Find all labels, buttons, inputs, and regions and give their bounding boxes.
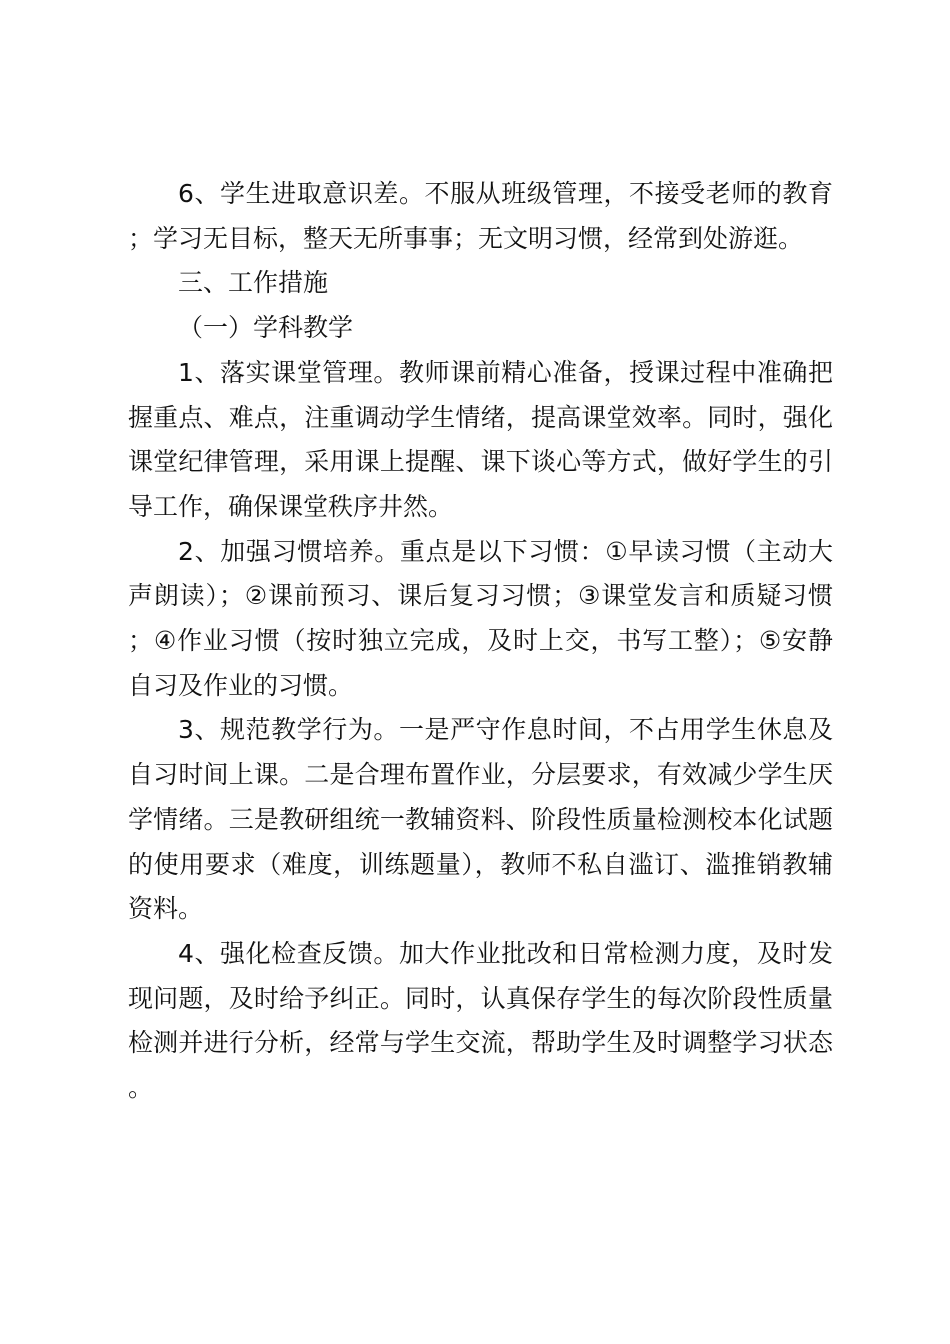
paragraph-item-1: 1、落实课堂管理。教师课前精心准备，授课过程中准确把握重点、难点，注重调动学生情绪，提高课堂效率。同时，强化课堂纪律管理，采用课上提醒、课下谈心等方式，做好学生的引导工作，确保课堂秩序井然。: [128, 357, 833, 521]
paragraph-item-6: 6、学生进取意识差。不服从班级管理，不接受老师的教育；学习无目标，整天无所事事；无文明习惯，经常到处游逛。: [128, 179, 833, 253]
paragraph-item-4: 4、强化检查反馈。加大作业批改和日常检测力度，及时发现问题，及时给予纠正。同时，认真保存学生的每次阶段性质量检测并进行分析，经常与学生交流，帮助学生及时调整学习状态。: [128, 938, 833, 1103]
paragraph-item-2: 2、加强习惯培养。重点是以下习惯：①早读习惯（主动大声朗读）；②课前预习、课后复习习惯；③课堂发言和质疑习惯；④作业习惯（按时独立完成，及时上交，书写工整）；⑤安静自习及作业的习惯。: [128, 536, 833, 700]
paragraph-item-3: 3、规范教学行为。一是严守作息时间，不占用学生休息及自习时间上课。二是合理布置作业，分层要求，有效减少学生厌学情绪。三是教研组统一教辅资料、阶段性质量检测校本化试题的使用要求（难度，训练题量），教师不私自滥订、滥推销教辅资料。: [128, 715, 833, 924]
subsection-heading-subject-teaching: （一）学科教学: [178, 313, 354, 343]
document-body: [128, 172, 833, 1111]
section-heading-work-measures: 三、工作措施: [178, 268, 329, 298]
